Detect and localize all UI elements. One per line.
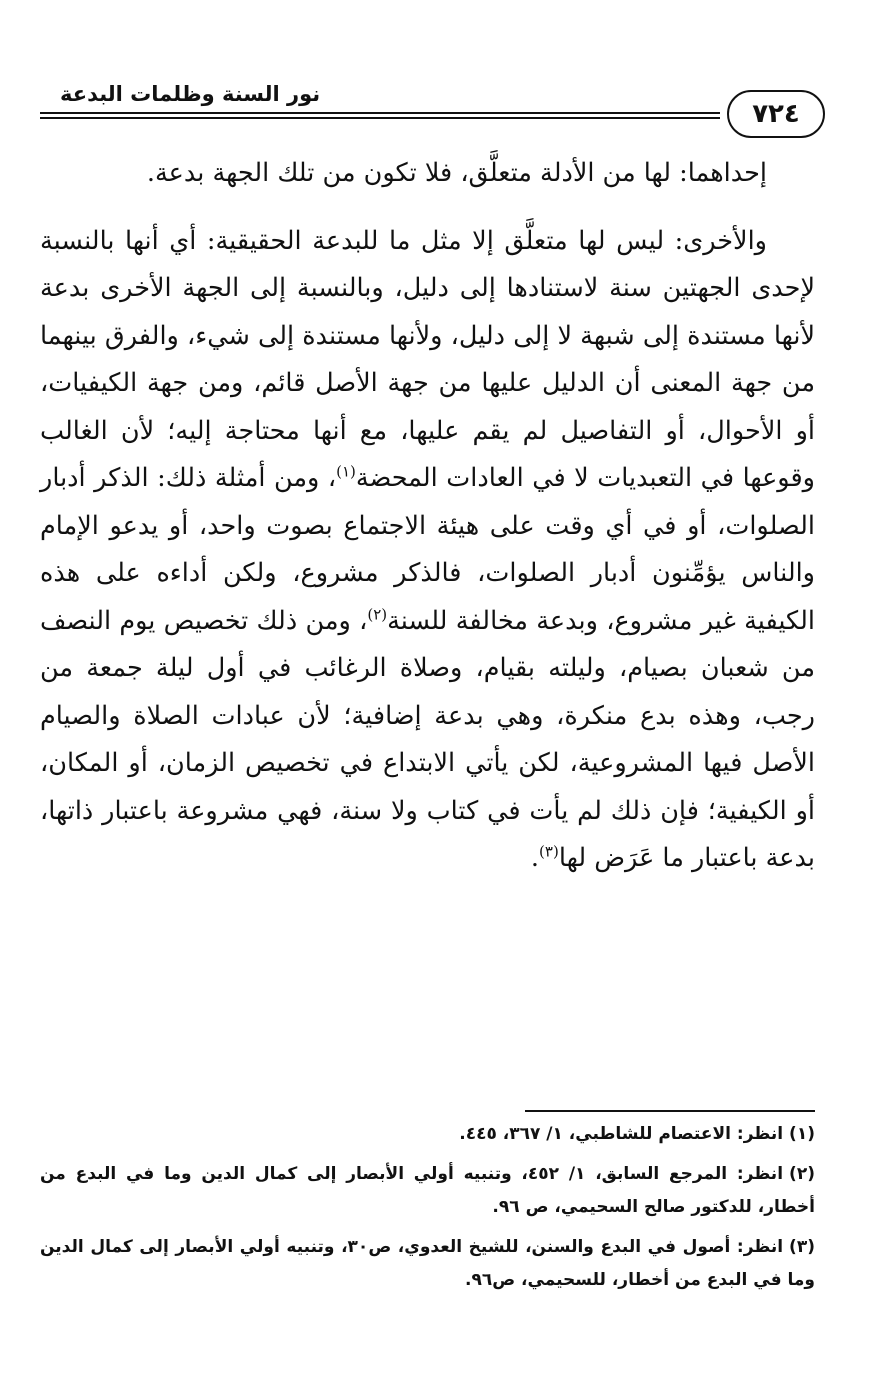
paragraph-2-end: .	[530, 843, 540, 873]
footnote-number: (١)	[789, 1124, 815, 1144]
running-title: نور السنة وظلمات البدعة	[60, 82, 321, 106]
footnote-text: انظر: المرجع السابق، ١/ ٤٥٢، وتنبيه أولي الأبصار إلى كمال الدين وما في البدع من أخطار، للدكتور صالح السحيمي، ص ٩٦.	[40, 1164, 815, 1217]
footnote-1	[40, 1118, 815, 1151]
footnote-2	[40, 1158, 815, 1224]
page-number: ٧٢٤	[752, 99, 800, 129]
footnote-ref-1[interactable]: (١)	[336, 462, 356, 481]
header-rule-bottom	[40, 117, 720, 119]
footnote-number: (٣)	[789, 1237, 815, 1257]
footnote-ref-3[interactable]: (٣)	[539, 842, 559, 861]
footnotes	[40, 1118, 815, 1304]
paragraph-2-part-b: ، ومن أمثلة ذلك: الذكر أدبار الصلوات، أو في أي وقت على هيئة الاجتماع بصوت واحد، أو يدعو الإمام والناس يؤمِّنون أدبار الصلوات، فالذكر مشروع، ولكن أداءه على هذه الكيفية غير مشروع، وبدعة مخالفة للسنة	[40, 463, 815, 636]
footnote-text: انظر: الاعتصام للشاطبي، ١/ ٣٦٧، ٤٤٥.	[459, 1124, 784, 1144]
paragraph-2-part-a: والأخرى: ليس لها متعلَّق إلا مثل ما للبدعة الحقيقية: أي أنها بالنسبة لإحدى الجهتين سنة لاستنادها إلى دليل، وبالنسبة إلى الجهة الأخرى بدعة لأنها مستندة إلى شبهة لا إلى دليل، ولأنها مستندة إلى شيء، والفرق بينهما من جهة المعنى أن الدليل عليها من جهة الأصل قائم، ومن جهة الكيفيات، أو الأحوال، أو التفاصيل لم يقم عليها، مع أنها محتاجة إليه؛ لأن الغالب وقوعها في التعبديات لا في العادات المحضة	[40, 225, 815, 493]
paragraph-1: إحداهما: لها من الأدلة متعلَّق، فلا تكون من تلك الجهة بدعة.	[146, 158, 767, 188]
paragraph-2-part-c: ، ومن ذلك تخصيص يوم النصف من شعبان بصيام، وليلته بقيام، وصلاة الرغائب في أول ليلة جمعة من رجب، وهذه بدع منكرة، وهي بدعة إضافية؛ لأن عبادات الصلاة والصيام الأصل فيها المشروعية، لكن يأتي الابتداع في تخصيص الزمان، أو المكان، أو الكيفية؛ فإن ذلك لم يأت في كتاب ولا سنة، فهي مشروعة باعتبار ذاتها، بدعة باعتبار ما عَرَض لها	[40, 605, 815, 873]
header-rule-top	[40, 112, 720, 114]
main-text	[40, 150, 815, 883]
page-header	[40, 78, 825, 148]
footnote-ref-2[interactable]: (٢)	[367, 605, 388, 623]
footnote-3	[40, 1231, 815, 1297]
paragraph-2	[40, 218, 815, 883]
footnote-separator	[525, 1110, 815, 1112]
footnote-number: (٢)	[789, 1164, 815, 1184]
footnote-text: انظر: أصول في البدع والسنن، للشيخ العدوي، ص٣٠، وتنبيه أولي الأبصار إلى كمال الدين وما في البدع من أخطار، للسحيمي، ص٩٦.	[40, 1237, 815, 1290]
page-number-badge	[727, 90, 825, 138]
